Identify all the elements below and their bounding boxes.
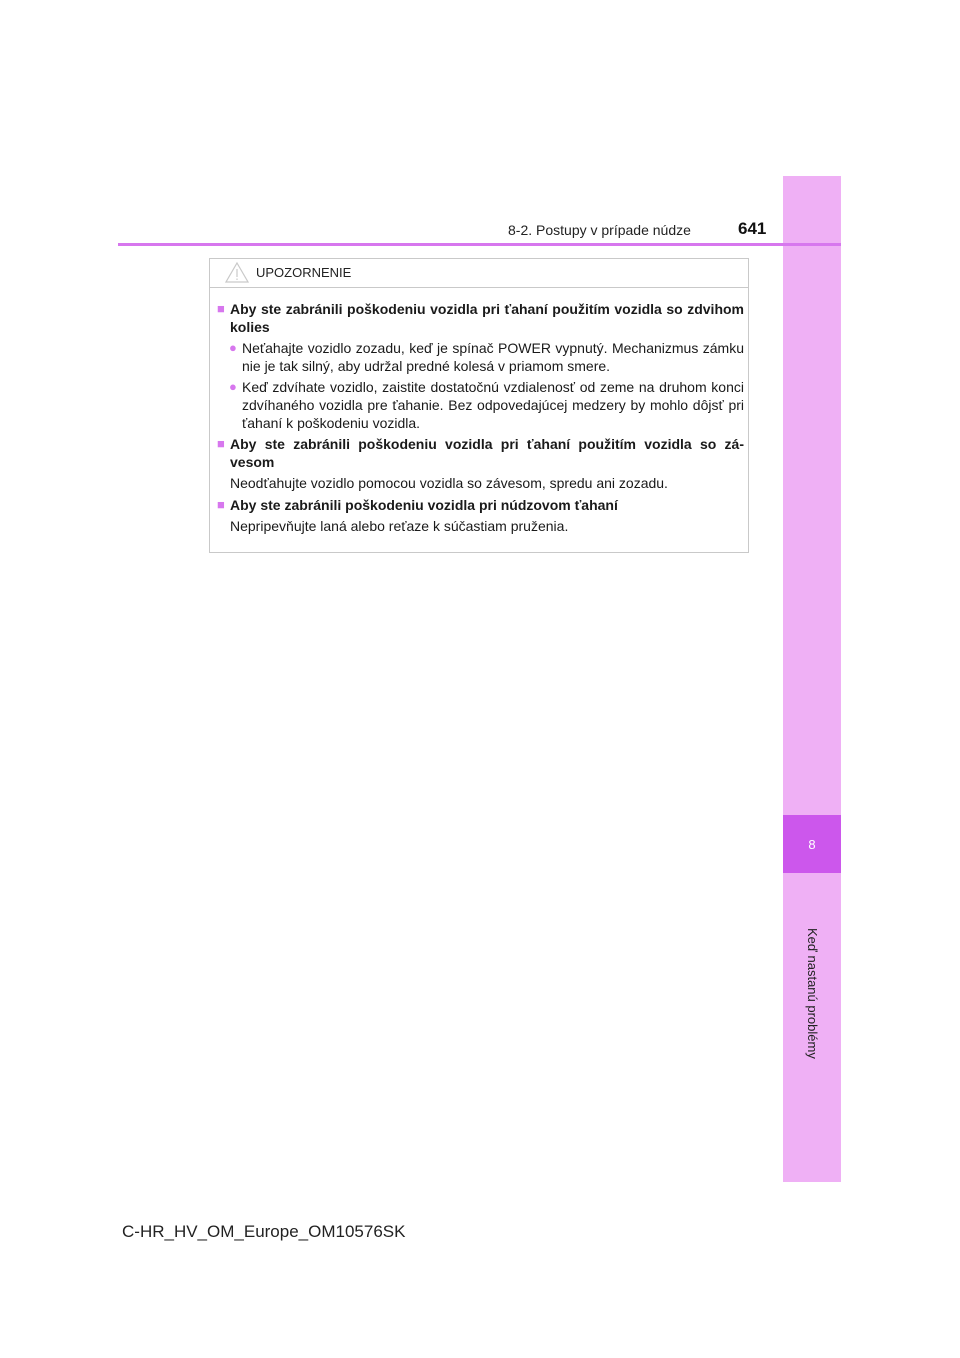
warning-item-head — [217, 496, 744, 514]
warning-label: UPOZORNENIE — [256, 265, 352, 280]
warning-item-head — [217, 435, 744, 471]
chapter-number-badge: 8 — [783, 815, 841, 873]
document-code: C-HR_HV_OM_Europe_OM10576SK — [122, 1222, 406, 1241]
warning-triangle-icon — [225, 262, 249, 283]
warning-item-bullet — [217, 339, 744, 375]
warning-item-text: Aby ste zabránili poškodeniu vozidla pri ťahaní použitím vozidla so zá-vesom — [230, 436, 744, 470]
warning-item-text: Nepripevňujte laná alebo reťaze k súčastiam pruženia. — [230, 518, 569, 534]
warning-item-plain — [217, 517, 744, 535]
warning-box — [209, 258, 749, 553]
warning-item-text: Neťahajte vozidlo zozadu, keď je spínač POWER vypnutý. Mechanizmus zámku nie je tak silný, aby udržal predné kolesá v priamom smere. — [242, 340, 744, 374]
chapter-title: Keď nastanú problémy — [805, 928, 820, 1059]
warning-item-plain — [217, 474, 744, 492]
warning-item-text: Aby ste zabránili poškodeniu vozidla pri núdzovom ťahaní — [230, 497, 618, 513]
warning-item-text: Keď zdvíhate vozidlo, zaistite dostatočnú vzdialenosť od zeme na druhom konci zdvíhaného vozidla pre ťahanie. Bez odpovedajúcej medzery by mohlo dôjsť pri ťahaní k poškodeniu vozidla. — [242, 379, 744, 431]
square-bullet-icon: ■ — [217, 301, 225, 316]
header-divider — [118, 243, 841, 246]
circle-bullet-icon: ● — [229, 379, 237, 394]
circle-bullet-icon: ● — [229, 340, 237, 355]
warning-item-text: Neodťahujte vozidlo pomocou vozidla so závesom, spredu ani zozadu. — [230, 475, 668, 491]
square-bullet-icon: ■ — [217, 436, 225, 451]
page-number: 641 — [738, 219, 767, 238]
warning-item-bullet — [217, 378, 744, 432]
warning-header — [210, 259, 748, 288]
warning-item-head — [217, 300, 744, 336]
square-bullet-icon: ■ — [217, 497, 225, 512]
warning-body — [217, 300, 744, 539]
section-title: 8-2. Postupy v prípade núdze — [508, 222, 691, 238]
warning-item-text: Aby ste zabránili poškodeniu vozidla pri ťahaní použitím vozidla so zdvihom kolies — [230, 301, 744, 335]
